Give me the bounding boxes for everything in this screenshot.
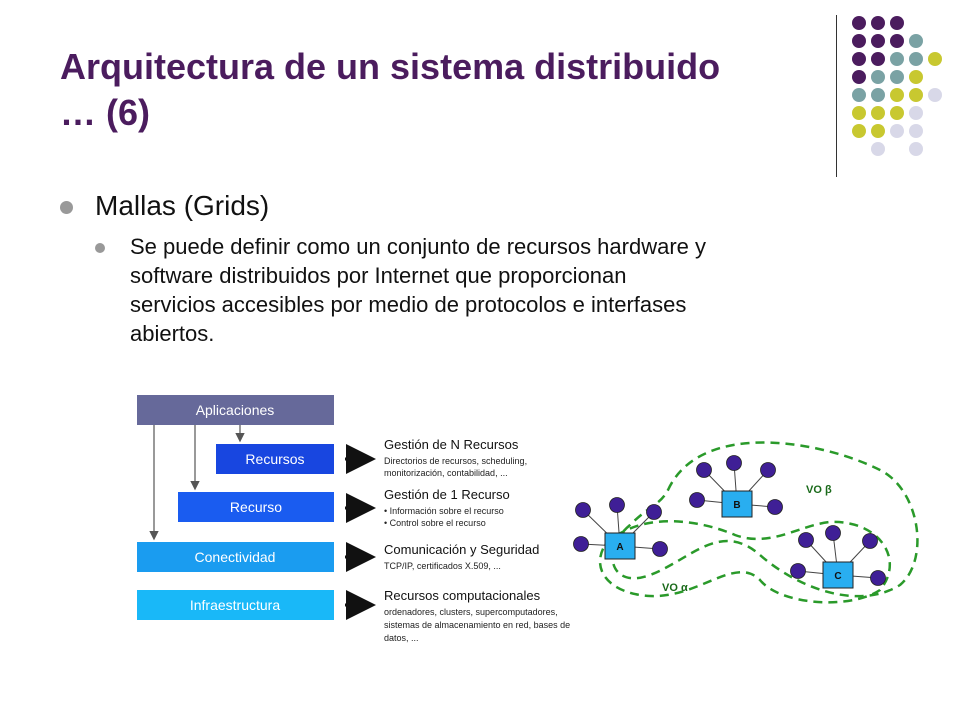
definition-line: servicios accesibles por medio de protocolos e interfases <box>130 292 687 317</box>
slide-title-line-2: … (6) <box>60 92 150 133</box>
layer-label-aplicaciones: Aplicaciones <box>195 402 275 418</box>
node-b-label: B <box>733 500 741 511</box>
definition-line: Se puede definir como un conjunto de recursos hardware y <box>130 234 707 259</box>
slide-title-line-1: Arquitectura de un sistema distribuido <box>60 46 721 87</box>
layer-label-conectividad: Conectividad <box>194 549 276 565</box>
description-line: Directorios de recursos, scheduling, <box>384 456 528 466</box>
description-line: monitorización, contabilidad, ... <box>384 468 508 478</box>
description-line: ordenadores, clusters, supercomputadores, <box>384 607 558 617</box>
bullet-text-grids: Mallas (Grids) <box>95 190 270 221</box>
description-heading: Gestión de 1 Recurso <box>384 487 510 502</box>
description-heading: Gestión de N Recursos <box>384 437 519 452</box>
layer-label-recurso: Recurso <box>229 499 283 515</box>
description-line: TCP/IP, certificados X.509, ... <box>384 561 501 571</box>
definition-line: abiertos. <box>130 321 215 346</box>
layer-label-recursos: Recursos <box>245 451 305 467</box>
description-line: • Información sobre el recurso <box>384 506 504 516</box>
description-line: • Control sobre el recurso <box>384 518 486 528</box>
definition-line: software distribuidos por Internet que proporcionan <box>130 263 627 288</box>
node-a-label: A <box>616 542 624 553</box>
description-heading: Recursos computacionales <box>384 588 541 603</box>
layer-label-infraestructura: Infraestructura <box>189 597 281 613</box>
description-line: datos, ... <box>384 633 419 643</box>
node-c-label: C <box>834 571 842 582</box>
vo-alpha-label: VO α <box>662 582 688 594</box>
description-heading: Comunicación y Seguridad <box>384 542 540 557</box>
vo-beta-label: VO β <box>806 484 832 496</box>
description-line: sistemas de almacenamiento en red, bases de <box>384 620 571 630</box>
